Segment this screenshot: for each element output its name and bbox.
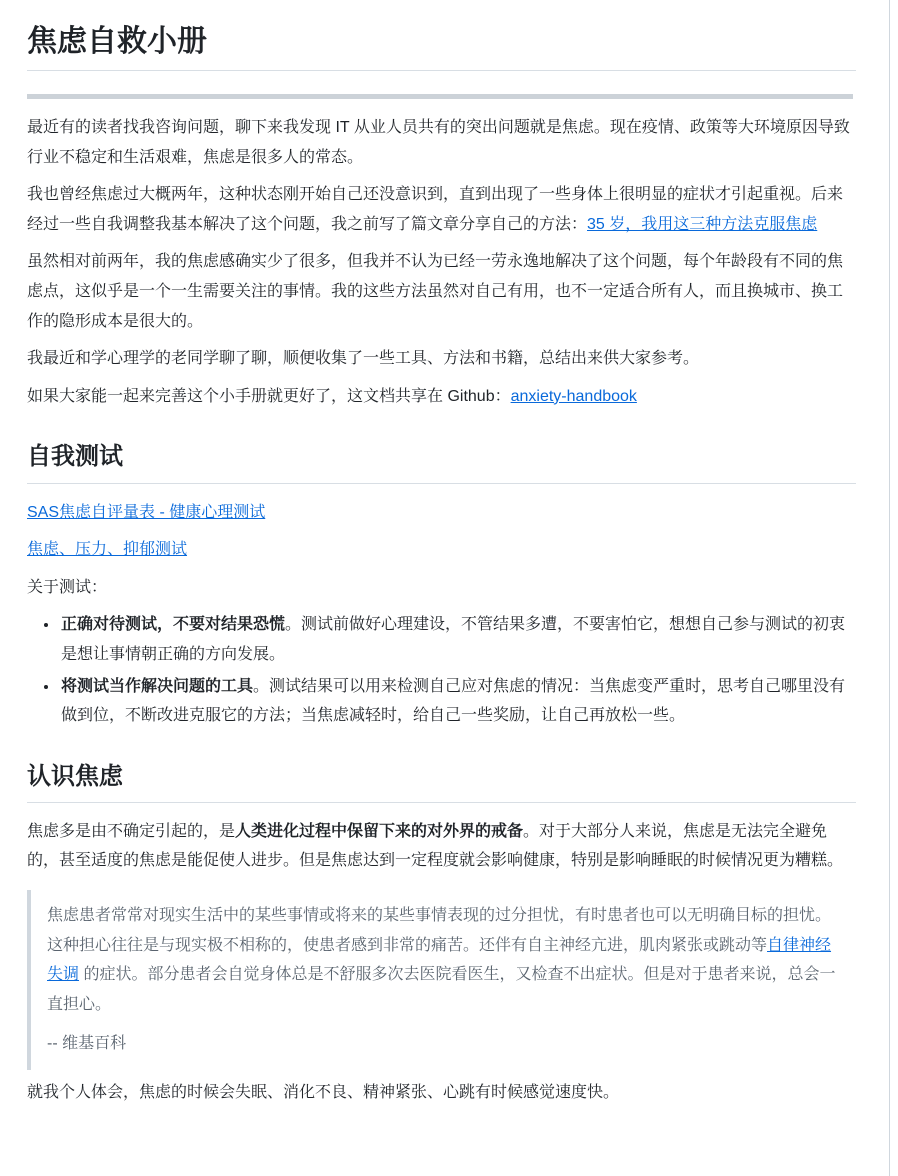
link-three-methods-article[interactable]: 35 岁，我用这三种方法克服焦虑 — [587, 215, 818, 233]
link-github-repo[interactable]: anxiety-handbook — [510, 387, 637, 405]
about-test-list — [27, 610, 856, 730]
list-item-2-text: 。测试结果可以用来检测自己应对焦虑的情况：当焦虑变严重时，思考自己哪里没有做到位，不断改进克服它的方法；当焦虑减轻时，给自己一些奖励，让自己再放松一些。 — [61, 677, 846, 725]
self-test-link-row-2 — [27, 535, 856, 565]
about-test-label: 关于测试： — [27, 578, 108, 596]
personal-experience-paragraph: 就我个人体会，焦虑的时候会失眠、消化不良、精神紧张、心跳有时候感觉速度快。 — [27, 1084, 620, 1102]
link-autonomic-dysfunction[interactable]: 自律神经失调 — [47, 936, 832, 984]
know-p1-post: 。对于大部分人来说，焦虑是无法完全避免的，甚至适度的焦虑是能促使人进步。但是焦虑达到一定程度就会影响健康，特别是影响睡眠的时候情况更为糟糕。 — [27, 822, 844, 870]
page-title: 焦虑自救小册 — [27, 22, 856, 71]
list-item-1-text: 。测试前做好心理建设，不管结果多遭，不要害怕它，想想自己参与测试的初衷是想让事情朝正确的方向发展。 — [61, 616, 846, 663]
list-item-1-bold: 正确对待测试，不要对结果恐慌 — [61, 616, 286, 634]
section-title-know-anxiety: 认识焦虑 — [27, 761, 856, 803]
know-anxiety-paragraph-1 — [27, 817, 856, 876]
quote-body — [47, 901, 840, 1019]
quote-post: 的症状。部分患者会自觉身体总是不舒服多次去医院看医生，又检查不出症状。但是对于患者来说，总会一直担心。 — [47, 966, 836, 1013]
know-p1-bold: 人类进化过程中保留下来的对外界的戒备 — [235, 822, 524, 840]
list-item-face-test-correctly — [59, 610, 856, 669]
list-item-2-bold: 将测试当作解决问题的工具 — [61, 677, 254, 695]
horizontal-rule — [27, 94, 853, 99]
section-title-self-test: 自我测试 — [27, 441, 856, 483]
intro-paragraph-4: 我最近和学心理学的老同学聊了聊，顺便收集了一些工具、方法和书籍，总结出来供大家参考。 — [27, 350, 700, 368]
self-test-link-row-1 — [27, 498, 856, 528]
intro-paragraph-5 — [27, 382, 856, 412]
quote-pre: 焦虑患者常常对现实生活中的某些事情或将来的某些事情表现的过分担忧，有时患者也可以无明确目标的担忧。这种担心往往是与现实极不相称的，使患者感到非常的痛苦。还伴有自主神经亢进，肌肉紧张或跳动等 — [47, 907, 832, 954]
intro-paragraph-2-text: 我也曾经焦虑过大概两年，这种状态刚开始自己还没意识到，直到出现了一些身体上很明显的症状才引起重视。后来经过一些自我调整我基本解决了这个问题，我之前写了篇文章分享自己的方法： — [27, 186, 844, 233]
link-anxiety-stress-depression-test[interactable]: 焦虑、压力、抑郁测试 — [27, 541, 188, 559]
list-item-test-as-tool — [59, 672, 856, 731]
intro-paragraph-2 — [27, 180, 856, 239]
wikipedia-blockquote — [27, 890, 856, 1070]
quote-source: -- 维基百科 — [47, 1035, 127, 1053]
intro-paragraph-5-text: 如果大家能一起来完善这个小手册就更好了，这文档共享在 Github： — [27, 387, 511, 405]
intro-paragraph-1: 最近有的读者找我咨询问题，聊下来我发现 IT 从业人员共有的突出问题就是焦虑。现在疫情、政策等大环境原因导致行业不稳定和生活艰难，焦虑是很多人的常态。 — [27, 119, 850, 166]
know-p1-pre: 焦虑多是由不确定引起的，是 — [27, 822, 236, 840]
link-sas-anxiety-scale[interactable]: SAS焦虑自评量表 - 健康心理测试 — [27, 503, 266, 521]
intro-paragraph-3: 虽然相对前两年，我的焦虑感确实少了很多，但我并不认为已经一劳永逸地解决了这个问题，每个年龄段有不同的焦虑点，这似乎是一个一生需要关注的事情。我的这些方法虽然对自己有用，也不一定适合所有人，而且换城市、换工作的隐形成本是很大的。 — [27, 253, 844, 330]
